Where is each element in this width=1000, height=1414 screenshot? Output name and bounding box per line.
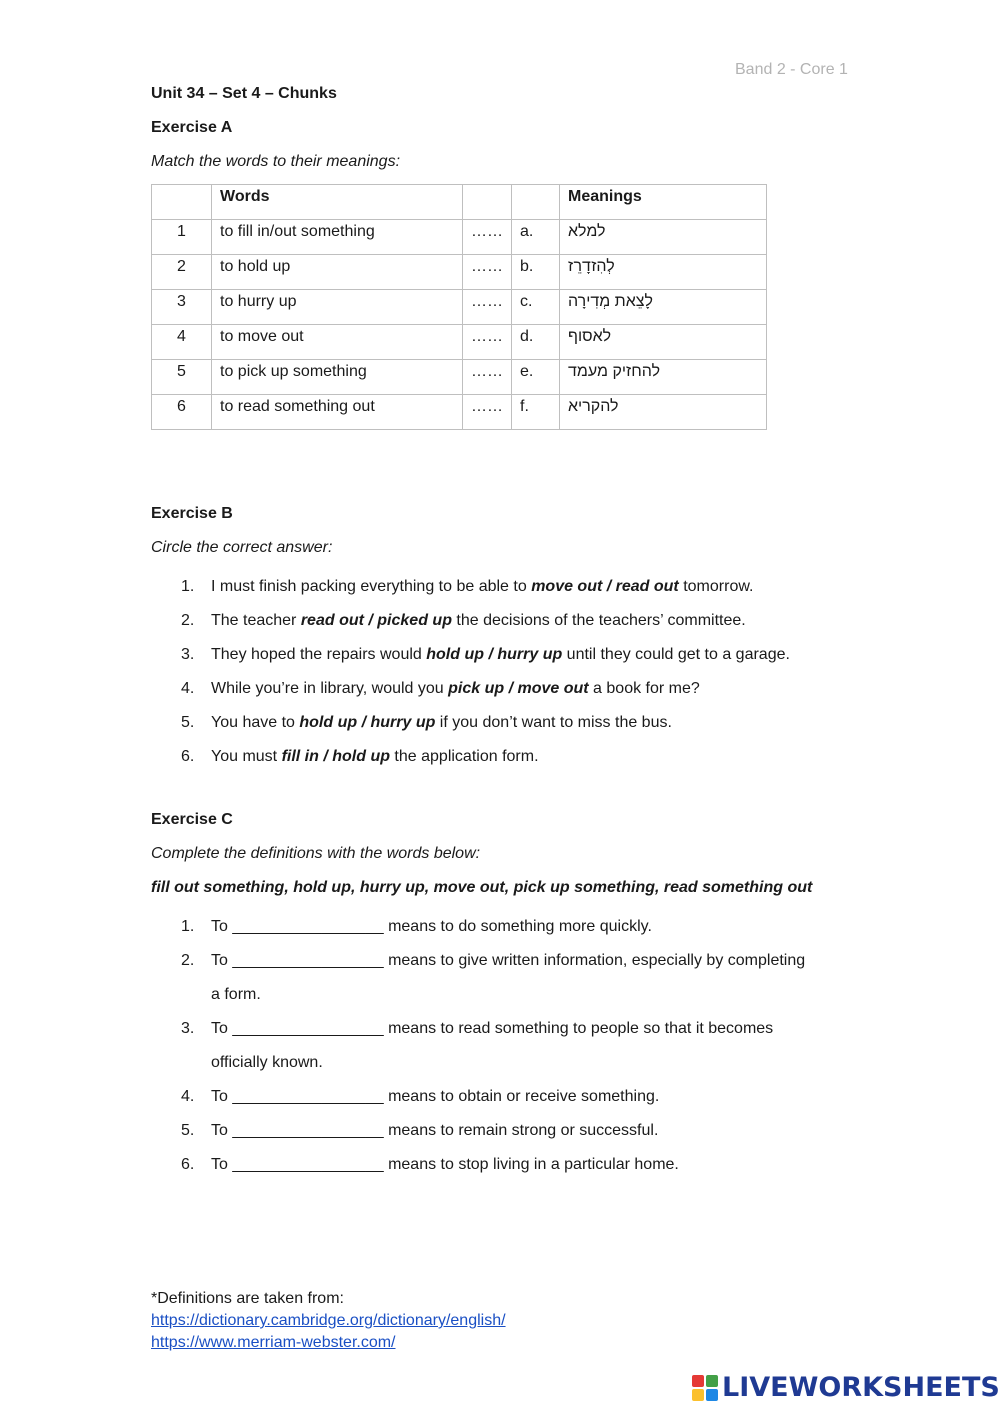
list-item xyxy=(151,910,861,944)
matching-table xyxy=(151,184,767,430)
row-answer-blank[interactable]: …… xyxy=(463,290,512,325)
table-row xyxy=(152,360,767,395)
item-text-after: until they could get to a garage. xyxy=(562,646,790,663)
row-word: to read something out xyxy=(212,395,463,430)
row-word: to move out xyxy=(212,325,463,360)
worksheet-title: Unit 34 – Set 4 – Chunks xyxy=(151,85,337,102)
row-num: 3 xyxy=(152,290,212,325)
item-text-after: tomorrow. xyxy=(678,578,754,595)
list-item xyxy=(151,740,861,774)
list-item xyxy=(151,1114,861,1148)
row-meaning: למלא xyxy=(560,220,767,255)
definition-text[interactable]: To _________________ means to do something more quickly. xyxy=(211,918,652,935)
row-meaning: לאסוף xyxy=(560,325,767,360)
row-word: to pick up something xyxy=(212,360,463,395)
row-num: 6 xyxy=(152,395,212,430)
list-item xyxy=(151,1080,861,1114)
item-number: 1. xyxy=(181,918,195,935)
definition-continuation: officially known. xyxy=(211,1054,323,1071)
row-answer-blank[interactable]: …… xyxy=(463,395,512,430)
row-letter: e. xyxy=(512,360,560,395)
footer-note: *Definitions are taken from: xyxy=(151,1290,344,1307)
row-answer-blank[interactable]: …… xyxy=(463,325,512,360)
row-meaning: לְהִזדָרֵז xyxy=(560,255,767,290)
header-letter-cell xyxy=(512,185,560,220)
liveworksheets-logo-icon xyxy=(692,1375,718,1401)
header-num-cell xyxy=(152,185,212,220)
liveworksheets-logo xyxy=(692,1372,1000,1403)
list-item xyxy=(151,944,861,1012)
row-meaning: לָצֵאת מְדִירָה xyxy=(560,290,767,325)
table-header-row xyxy=(152,185,767,220)
definition-text[interactable]: To _________________ means to remain strong or successful. xyxy=(211,1122,659,1139)
item-choice[interactable]: fill in / hold up xyxy=(281,748,390,765)
list-item xyxy=(151,1012,861,1080)
row-letter: c. xyxy=(512,290,560,325)
item-number: 3. xyxy=(181,646,195,663)
item-text-after: the decisions of the teachers’ committee. xyxy=(451,612,746,629)
exercise-a-instruction: Match the words to their meanings: xyxy=(151,153,401,170)
row-answer-blank[interactable]: …… xyxy=(463,255,512,290)
list-item xyxy=(151,672,861,706)
item-number: 6. xyxy=(181,1156,195,1173)
list-item xyxy=(151,706,861,740)
row-num: 2 xyxy=(152,255,212,290)
item-number: 4. xyxy=(181,1088,195,1105)
merriam-webster-link[interactable]: https://www.merriam-webster.com/ xyxy=(151,1334,396,1351)
item-text-before: While you’re in library, would you xyxy=(211,680,449,697)
list-item xyxy=(151,604,861,638)
worksheet-content xyxy=(151,82,861,1182)
definition-continuation: a form. xyxy=(211,986,261,1003)
exercise-c-instruction: Complete the definitions with the words below: xyxy=(151,845,481,862)
row-meaning: להחזיק מעמד xyxy=(560,360,767,395)
item-choice[interactable]: read out / picked up xyxy=(300,612,452,629)
header-words-cell: Words xyxy=(212,185,463,220)
item-number: 3. xyxy=(181,1020,195,1037)
item-number: 6. xyxy=(181,748,195,765)
item-text-after: the application form. xyxy=(389,748,539,765)
row-num: 1 xyxy=(152,220,212,255)
list-item xyxy=(151,1148,861,1182)
row-num: 5 xyxy=(152,360,212,395)
cambridge-link[interactable]: https://dictionary.cambridge.org/dictionary/english/ xyxy=(151,1312,506,1329)
row-num: 4 xyxy=(152,325,212,360)
exercise-a-heading: Exercise A xyxy=(151,119,233,136)
item-text-after: if you don’t want to miss the bus. xyxy=(435,714,672,731)
header-band-label: Band 2 - Core 1 xyxy=(735,61,848,78)
item-choice[interactable]: hold up / hurry up xyxy=(426,646,563,663)
item-choice[interactable]: move out / read out xyxy=(531,578,679,595)
row-word: to fill in/out something xyxy=(212,220,463,255)
table-row xyxy=(152,325,767,360)
item-choice[interactable]: pick up / move out xyxy=(448,680,589,697)
row-meaning: להקריא xyxy=(560,395,767,430)
exercise-b-instruction: Circle the correct answer: xyxy=(151,539,333,556)
item-number: 2. xyxy=(181,612,195,629)
row-answer-blank[interactable]: …… xyxy=(463,220,512,255)
table-row xyxy=(152,220,767,255)
definition-text[interactable]: To _________________ means to obtain or receive something. xyxy=(211,1088,660,1105)
item-text-before: You must xyxy=(211,748,282,765)
table-row xyxy=(152,255,767,290)
item-text-after: a book for me? xyxy=(588,680,700,697)
exercise-c-heading: Exercise C xyxy=(151,811,233,828)
table-row xyxy=(152,395,767,430)
item-number: 4. xyxy=(181,680,195,697)
row-answer-blank[interactable]: …… xyxy=(463,360,512,395)
footer-sources xyxy=(151,1288,506,1354)
row-letter: a. xyxy=(512,220,560,255)
definition-text[interactable]: To _________________ means to stop living in a particular home. xyxy=(211,1156,679,1173)
list-item xyxy=(151,638,861,672)
item-text-before: I must finish packing everything to be able to xyxy=(211,578,532,595)
item-number: 2. xyxy=(181,952,195,969)
item-text-before: The teacher xyxy=(211,612,301,629)
list-item xyxy=(151,570,861,604)
row-word: to hold up xyxy=(212,255,463,290)
header-dots-cell xyxy=(463,185,512,220)
row-letter: b. xyxy=(512,255,560,290)
table-row xyxy=(152,290,767,325)
item-number: 5. xyxy=(181,714,195,731)
row-word: to hurry up xyxy=(212,290,463,325)
exercise-b-heading: Exercise B xyxy=(151,505,233,522)
word-bank: fill out something, hold up, hurry up, move out, pick up something, read something out xyxy=(151,879,813,896)
item-choice[interactable]: hold up / hurry up xyxy=(299,714,436,731)
item-text-before: They hoped the repairs would xyxy=(211,646,427,663)
exercise-c-list xyxy=(151,910,861,1182)
header-meanings-cell: Meanings xyxy=(560,185,767,220)
exercise-b-list xyxy=(151,570,861,774)
item-text-before: You have to xyxy=(211,714,300,731)
definition-text[interactable]: To _________________ means to give written information, especially by completing xyxy=(211,952,806,969)
row-letter: d. xyxy=(512,325,560,360)
definition-text[interactable]: To _________________ means to read something to people so that it becomes xyxy=(211,1020,774,1037)
row-letter: f. xyxy=(512,395,560,430)
item-number: 1. xyxy=(181,578,195,595)
logo-text: LIVEWORKSHEETS xyxy=(722,1372,1000,1403)
item-number: 5. xyxy=(181,1122,195,1139)
